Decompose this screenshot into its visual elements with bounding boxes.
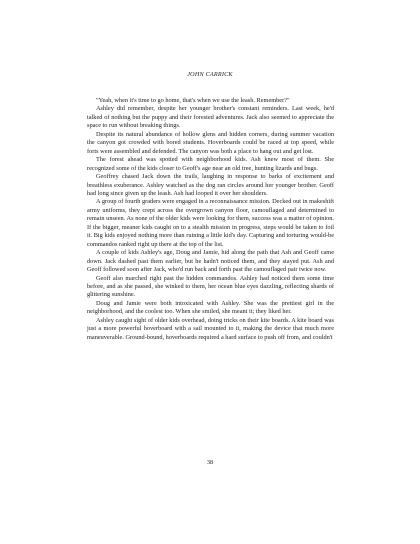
paragraph-10: Ashley caught sight of older kids overhead, doing tricks on their kite boards. A kite board was just a more powerful hoverboard with a sail mounted to it, making the device that much more maneuverable. Ground-bound, hoverboards required a hard surface to push off from, and couldn't: [87, 316, 334, 341]
paragraph-3: Despite its natural abundance of hollow glens and hidden corners, during summer vacation the canyon got crowded with bored students. Hoverboards could be raced at top speed, while forts were assembled and defended. The canyon was both a place to hang out and get lost.: [87, 130, 334, 155]
body-text: [87, 97, 334, 342]
running-head: JOHN CARRICK: [187, 71, 233, 78]
paragraph-1: "Yeah, when it's time to go home, that's when we use the leash. Remember?": [96, 97, 290, 104]
paragraph-6: A group of fourth graders were engaged in a reconnaissance mission. Decked out in makeshift army uniforms, they crept across the overgrown canyon floor, camouflaged and determined to remain unseen. As none of the older kids were looking for them, success was a matter of opinion. If the bigger, meaner kids caught on to a stealth mission in progress, steps would be taken to foil it. Big kids enjoyed nothing more than ruining a little kid's day. Capturing and torturing would-be commandos ranked right up there at the top of the list.: [87, 198, 334, 248]
paragraph-4: The forest ahead was spotted with neighborhood kids. Ash knew most of them. She recognized some of the kids closer to Geoff's age near an old tree, hunting lizards and bugs.: [87, 156, 334, 172]
paragraph-8: Geoff also marched right past the hidden commandos. Ashley had noticed them some time before, and as she passed, she winked to them, her ocean blue eyes dazzling, reflecting shards of glittering sunshine.: [87, 274, 334, 299]
page-number: 38: [206, 459, 214, 466]
paragraph-5: Geoffrey chased Jack down the trails, laughing in response to barks of excitement and breathless exuberance. Ashley watched as the dog ran circles around her younger brother. Geoff had long since given up the leash. Ash had looped it over her shoulders.: [87, 173, 334, 197]
paragraph-2: Ashley did remember, despite her younger brother's constant reminders. Last week, he'd talked of nothing but the puppy and their forested adventures. Jack also seemed to appreciate the space to run without breaking things.: [87, 105, 334, 130]
paragraph-7: A couple of kids Ashley's age, Doug and Jamie, hid along the path that Ash and Geoff came down. Jack dashed past them earlier, but he hadn't noticed them, and they stayed put. Ash and Geoff followed soon after Jack, who'd run back and forth past the camouflaged pair twice now.: [87, 249, 334, 274]
paragraph-9: Doug and Jamie were both intoxicated with Ashley. She was the prettiest girl in the neighborhood, and the coolest too. When she smiled, she meant it; they liked her.: [87, 299, 334, 316]
